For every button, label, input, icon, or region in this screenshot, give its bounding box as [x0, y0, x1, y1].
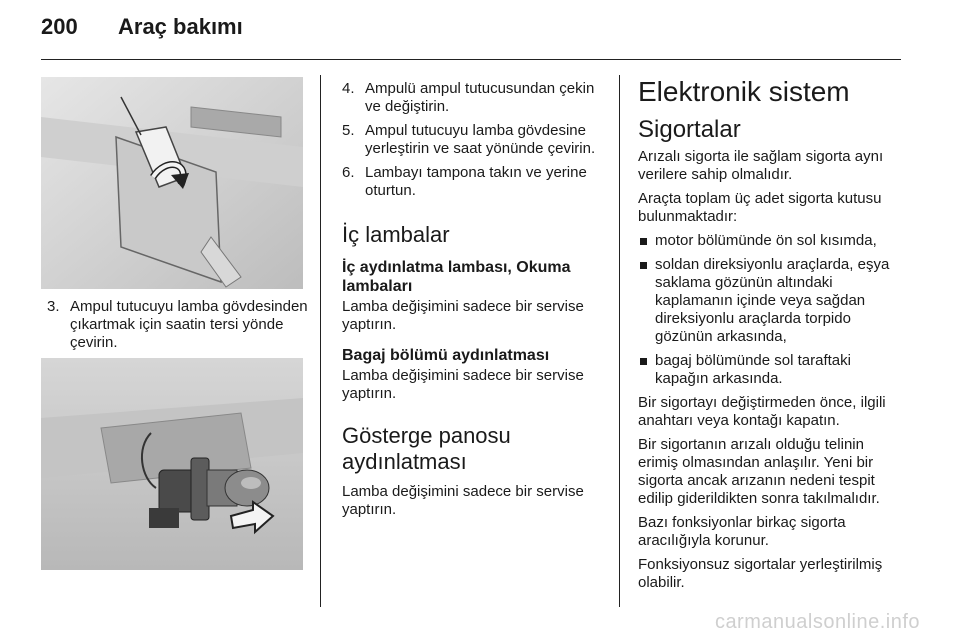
- paragraph-3: Bir sigortayı değiştirmeden önce, ilgili anahtarı veya kontağı kapatın.: [638, 394, 886, 429]
- bullet-item: motor bölümünde ön sol kısımda,: [638, 232, 906, 250]
- paragraph-1: Arızalı sigorta ile sağlam sigorta aynı verilere sahip olmalıdır.: [638, 148, 884, 183]
- column-2-text: [342, 80, 607, 525]
- column-3-text: [638, 76, 906, 598]
- subheading-luggage-light: Bagaj bölümü aydınlatması: [342, 347, 550, 364]
- bulb-holder-illustration: [41, 358, 303, 570]
- step-number: 6.: [342, 164, 355, 181]
- paragraph-6: Fonksiyonsuz sigortalar yerleştirilmiş olabilir.: [638, 556, 883, 591]
- bullet-item: soldan direksiyonlu araçlarda, eşya saklama gözünün altındaki kaplamanın içinde veya sağdan direksiyonlu araçlarda torpido gözünün arkasında,: [638, 256, 906, 346]
- paragraph-5: Bazı fonksiyonlar birkaç sigorta aracılığıyla korunur.: [638, 514, 846, 549]
- column-divider-1: [320, 75, 321, 607]
- paragraph-luggage-light: Lamba değişimini sadece bir servise yaptırın.: [342, 367, 584, 402]
- step-text: Lambayı tampona takın ve yerine oturtun.: [365, 164, 587, 199]
- step-number: 3.: [47, 298, 60, 315]
- figure-bulb-holder: [41, 358, 303, 570]
- step-text: Ampulü ampul tutucusundan çekin ve değiştirin.: [365, 80, 595, 115]
- heading-electronic-system: Elektronik sistem: [638, 76, 850, 107]
- paragraph-2: Araçta toplam üç adet sigorta kutusu bulunmaktadır:: [638, 190, 882, 225]
- step-5: [342, 122, 607, 158]
- bullet-item: bagaj bölümünde sol taraftaki kapağın arkasında.: [638, 352, 906, 388]
- step-6: [342, 164, 607, 200]
- step-text: Ampul tutucuyu lamba gövdesine yerleştirin ve saat yönünde çevirin.: [365, 122, 596, 157]
- paragraph-interior-lamp: Lamba değişimini sadece bir servise yaptırın.: [342, 298, 584, 333]
- heading-interior-lights: İç lambalar: [342, 222, 450, 247]
- column-1-text: [47, 298, 309, 358]
- step-number: 5.: [342, 122, 355, 139]
- step-text: Ampul tutucuyu lamba gövdesinden çıkartmak için saatin tersi yönde çevirin.: [70, 298, 308, 351]
- figure-license-plate-lamp: [41, 77, 303, 289]
- watermark: carmanualsonline.info: [714, 611, 920, 633]
- step-3: [47, 298, 309, 352]
- lamp-illustration: [41, 77, 303, 289]
- step-4: [342, 80, 607, 116]
- column-divider-2: [619, 75, 620, 607]
- header-rule: [41, 59, 901, 60]
- paragraph-4: Bir sigortanın arızalı olduğu telinin erimiş olmasından anlaşılır. Yeni bir sigorta ancak arızanın nedeni tespit edilip giderildikten sonra takılmalıdır.: [638, 436, 880, 507]
- paragraph-dashboard-lighting: Lamba değişimini sadece bir servise yaptırın.: [342, 483, 584, 518]
- subheading-interior-lamp: İç aydınlatma lambası, Okuma lambaları: [342, 259, 571, 295]
- step-number: 4.: [342, 80, 355, 97]
- heading-dashboard-lighting: Gösterge panosu aydınlatması: [342, 423, 511, 474]
- section-title: Araç bakımı: [118, 14, 243, 39]
- heading-fuses: Sigortalar: [638, 116, 741, 143]
- page-number: 200: [41, 14, 78, 39]
- page-header: [41, 14, 919, 48]
